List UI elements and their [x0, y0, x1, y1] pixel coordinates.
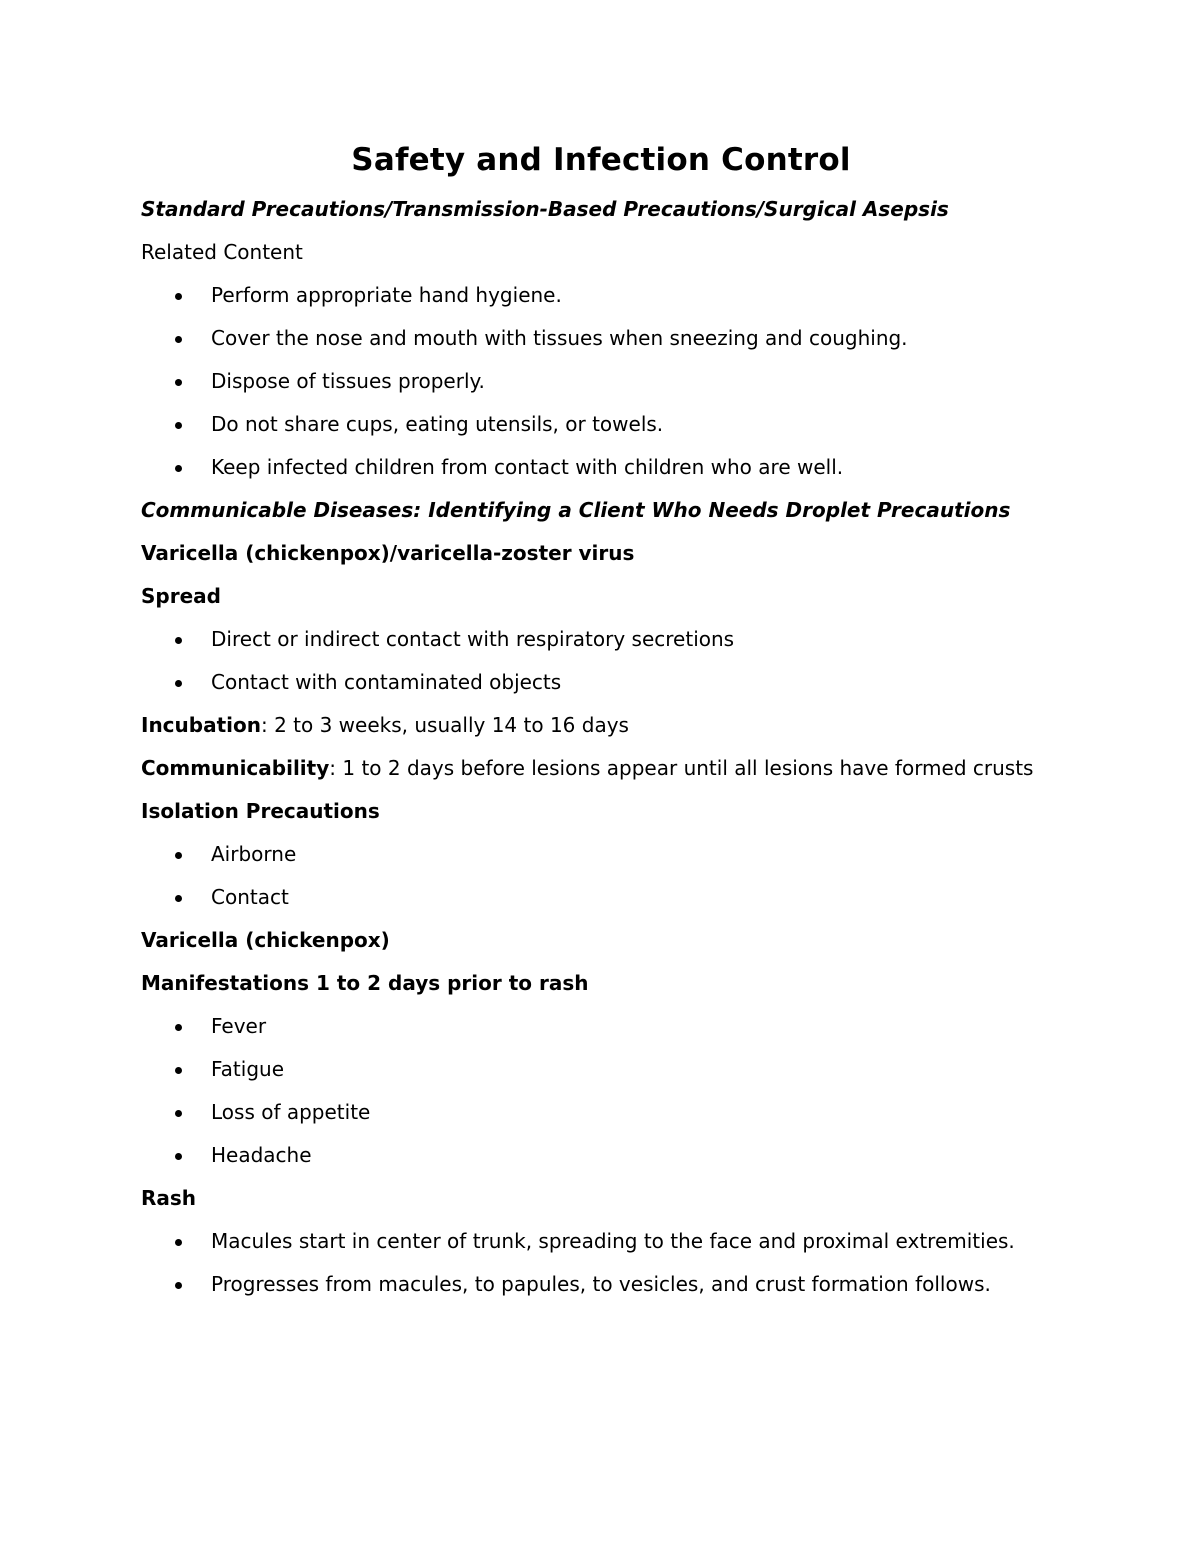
- list-item: Fever: [141, 1013, 1061, 1040]
- bullet-icon: [175, 637, 182, 644]
- bullet-icon: [175, 379, 182, 386]
- list-item: Do not share cups, eating utensils, or towels.: [141, 411, 1061, 438]
- rash-list: [141, 1228, 1061, 1298]
- bullet-icon: [175, 1239, 182, 1246]
- list-item: Contact: [141, 884, 1061, 911]
- document-page: [141, 140, 1061, 1314]
- communicability-text: : 1 to 2 days before lesions appear until all lesions have formed crusts: [329, 756, 1034, 780]
- list-item: Direct or indirect contact with respiratory secretions: [141, 626, 1061, 653]
- bullet-icon: [175, 1153, 182, 1160]
- bullet-icon: [175, 680, 182, 687]
- list-item: Cover the nose and mouth with tissues when sneezing and coughing.: [141, 325, 1061, 352]
- list-item: Loss of appetite: [141, 1099, 1061, 1126]
- communicability-line: [141, 755, 1061, 782]
- incubation-text: : 2 to 3 weeks, usually 14 to 16 days: [260, 713, 629, 737]
- bullet-icon: [175, 1067, 182, 1074]
- list-item: Fatigue: [141, 1056, 1061, 1083]
- bullet-icon: [175, 1024, 182, 1031]
- section-heading-communicable-diseases: Communicable Diseases: Identifying a Client Who Needs Droplet Precautions: [141, 498, 1011, 522]
- varicella-heading: Varicella (chickenpox): [141, 928, 390, 952]
- bullet-icon: [175, 1110, 182, 1117]
- list-item: Dispose of tissues properly.: [141, 368, 1061, 395]
- bullet-icon: [175, 422, 182, 429]
- incubation-label: Incubation: [141, 713, 261, 737]
- list-item: Airborne: [141, 841, 1061, 868]
- bullet-icon: [175, 465, 182, 472]
- list-item: Headache: [141, 1142, 1061, 1169]
- isolation-list: [141, 841, 1061, 911]
- spread-heading: Spread: [141, 584, 221, 608]
- related-content-label: Related Content: [141, 240, 303, 264]
- bullet-icon: [175, 1282, 182, 1289]
- rash-heading: Rash: [141, 1186, 197, 1210]
- virus-heading: Varicella (chickenpox)/varicella-zoster virus: [141, 541, 635, 565]
- section-heading-standard-precautions: Standard Precautions/Transmission-Based Precautions/Surgical Asepsis: [141, 197, 949, 221]
- manifestations-list: [141, 1013, 1061, 1169]
- bullet-icon: [175, 895, 182, 902]
- isolation-heading: Isolation Precautions: [141, 799, 380, 823]
- precautions-list: [141, 282, 1061, 481]
- document-title: Safety and Infection Control: [351, 142, 851, 178]
- bullet-icon: [175, 293, 182, 300]
- list-item: Macules start in center of trunk, spreading to the face and proximal extremities.: [141, 1228, 1061, 1255]
- incubation-line: [141, 712, 1061, 739]
- bullet-icon: [175, 852, 182, 859]
- spread-list: [141, 626, 1061, 696]
- list-item: Perform appropriate hand hygiene.: [141, 282, 1061, 309]
- list-item: Keep infected children from contact with children who are well.: [141, 454, 1061, 481]
- list-item: Progresses from macules, to papules, to vesicles, and crust formation follows.: [141, 1271, 1061, 1298]
- communicability-label: Communicability: [141, 756, 330, 780]
- manifestations-heading: Manifestations 1 to 2 days prior to rash: [141, 971, 589, 995]
- list-item: Contact with contaminated objects: [141, 669, 1061, 696]
- bullet-icon: [175, 336, 182, 343]
